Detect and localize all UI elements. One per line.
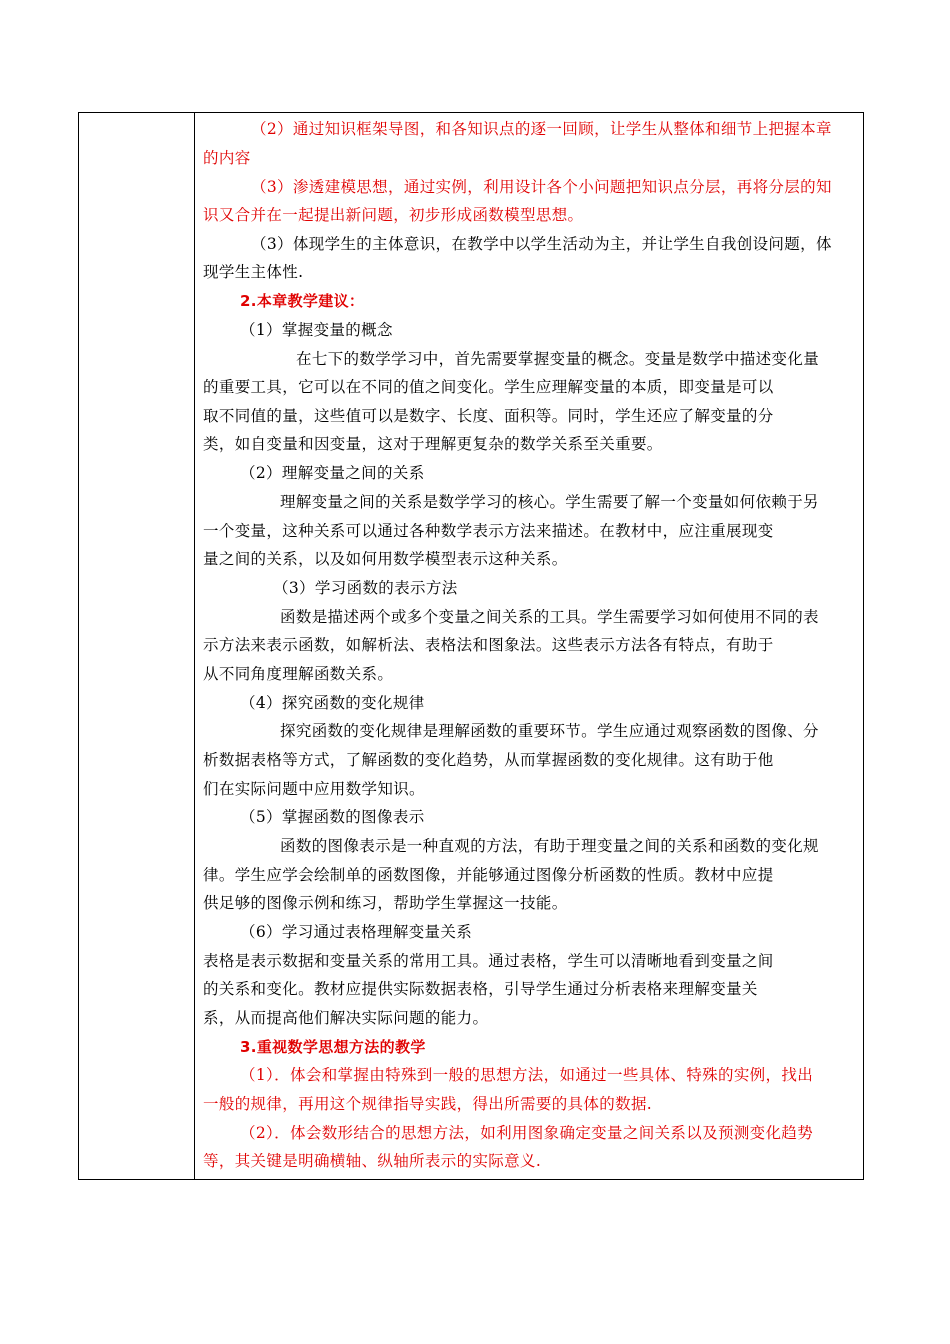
- text-line: 一般的规律，再用这个规律指导实践，得出所需要的具体的数据.: [203, 1095, 653, 1113]
- text-line: 取不同值的量，这些值可以是数字、长度、面积等。同时，学生还应了解变量的分: [203, 407, 774, 425]
- text-line: 现学生主体性.: [203, 263, 304, 281]
- text-line: 从不同角度理解函数关系。: [203, 665, 394, 683]
- text-line: （3）渗透建模思想，通过实例，利用设计各个小问题把知识点分层，再将分层的知: [251, 178, 832, 196]
- text-line: 理解变量之间的关系是数学学习的核心。学生需要了解一个变量如何依赖于另: [280, 493, 819, 511]
- lesson-table: [78, 112, 864, 1180]
- subheading: （2）理解变量之间的关系: [240, 464, 425, 482]
- text-line: 探究函数的变化规律是理解函数的重要环节。学生应通过观察函数的图像、分: [280, 722, 819, 740]
- text-line: 供足够的图像示例和练习，帮助学生掌握这一技能。: [203, 894, 568, 912]
- text-line: 在七下的数学学习中，首先需要掌握变量的概念。变量是数学中描述变化量: [296, 350, 820, 368]
- subheading: （6）学习通过表格理解变量关系: [240, 923, 473, 941]
- text-line: 表格是表示数据和变量关系的常用工具。通过表格，学生可以清晰地看到变量之间: [203, 952, 774, 970]
- text-line: 的关系和变化。教材应提供实际数据表格，引导学生通过分析表格来理解变量关: [203, 980, 758, 998]
- subheading: （3）学习函数的表示方法: [273, 579, 458, 597]
- column-divider: [194, 113, 195, 1179]
- text-line: （1）．体会和掌握由特殊到一般的思想方法，如通过一些具体、特殊的实例，找出: [240, 1066, 814, 1084]
- text-line: 的重要工具，它可以在不同的值之间变化。学生应理解变量的本质，即变量是可以: [203, 378, 774, 396]
- text-line: 函数是描述两个或多个变量之间关系的工具。学生需要学习如何使用不同的表: [280, 608, 819, 626]
- text-line: 的内容: [203, 149, 251, 167]
- section-heading: 2.本章教学建议：: [240, 292, 365, 310]
- text-line: 量之间的关系，以及如何用数学模型表示这种关系。: [203, 550, 568, 568]
- text-line: 示方法来表示函数，如解析法、表格法和图象法。这些表示方法各有特点，有助于: [203, 636, 774, 654]
- text-line: 系，从而提高他们解决实际问题的能力。: [203, 1009, 489, 1027]
- text-line: 函数的图像表示是一种直观的方法，有助于理变量之间的关系和函数的变化规: [280, 837, 819, 855]
- text-line: 们在实际问题中应用数学知识。: [203, 780, 425, 798]
- text-line: （3）体现学生的主体意识，在教学中以学生活动为主，并让学生自我创设问题，体: [251, 235, 832, 253]
- text-line: 一个变量，这种关系可以通过各种数学表示方法来描述。在教材中，应注重展现变: [203, 522, 774, 540]
- subheading: （4）探究函数的变化规律: [240, 694, 425, 712]
- text-line: 析数据表格等方式，了解函数的变化趋势，从而掌握函数的变化规律。这有助于他: [203, 751, 774, 769]
- text-line: 类，如自变量和因变量，这对于理解更复杂的数学关系至关重要。: [203, 435, 663, 453]
- text-line: 等，其关键是明确横轴、纵轴所表示的实际意义.: [203, 1152, 542, 1170]
- text-line: （2）．体会数形结合的思想方法，如利用图象确定变量之间关系以及预测变化趋势: [240, 1124, 814, 1142]
- text-line: 识又合并在一起提出新问题，初步形成函数模型思想。: [203, 206, 584, 224]
- section-heading: 3.重视数学思想方法的教学: [240, 1038, 426, 1056]
- subheading: （5）掌握函数的图像表示: [240, 808, 425, 826]
- text-line: 律。学生应学会绘制单的函数图像，并能够通过图像分析函数的性质。教材中应提: [203, 866, 774, 884]
- text-line: （2）通过知识框架导图，和各知识点的逐一回顾，让学生从整体和细节上把握本章: [251, 120, 832, 138]
- subheading: （1）掌握变量的概念: [240, 321, 393, 339]
